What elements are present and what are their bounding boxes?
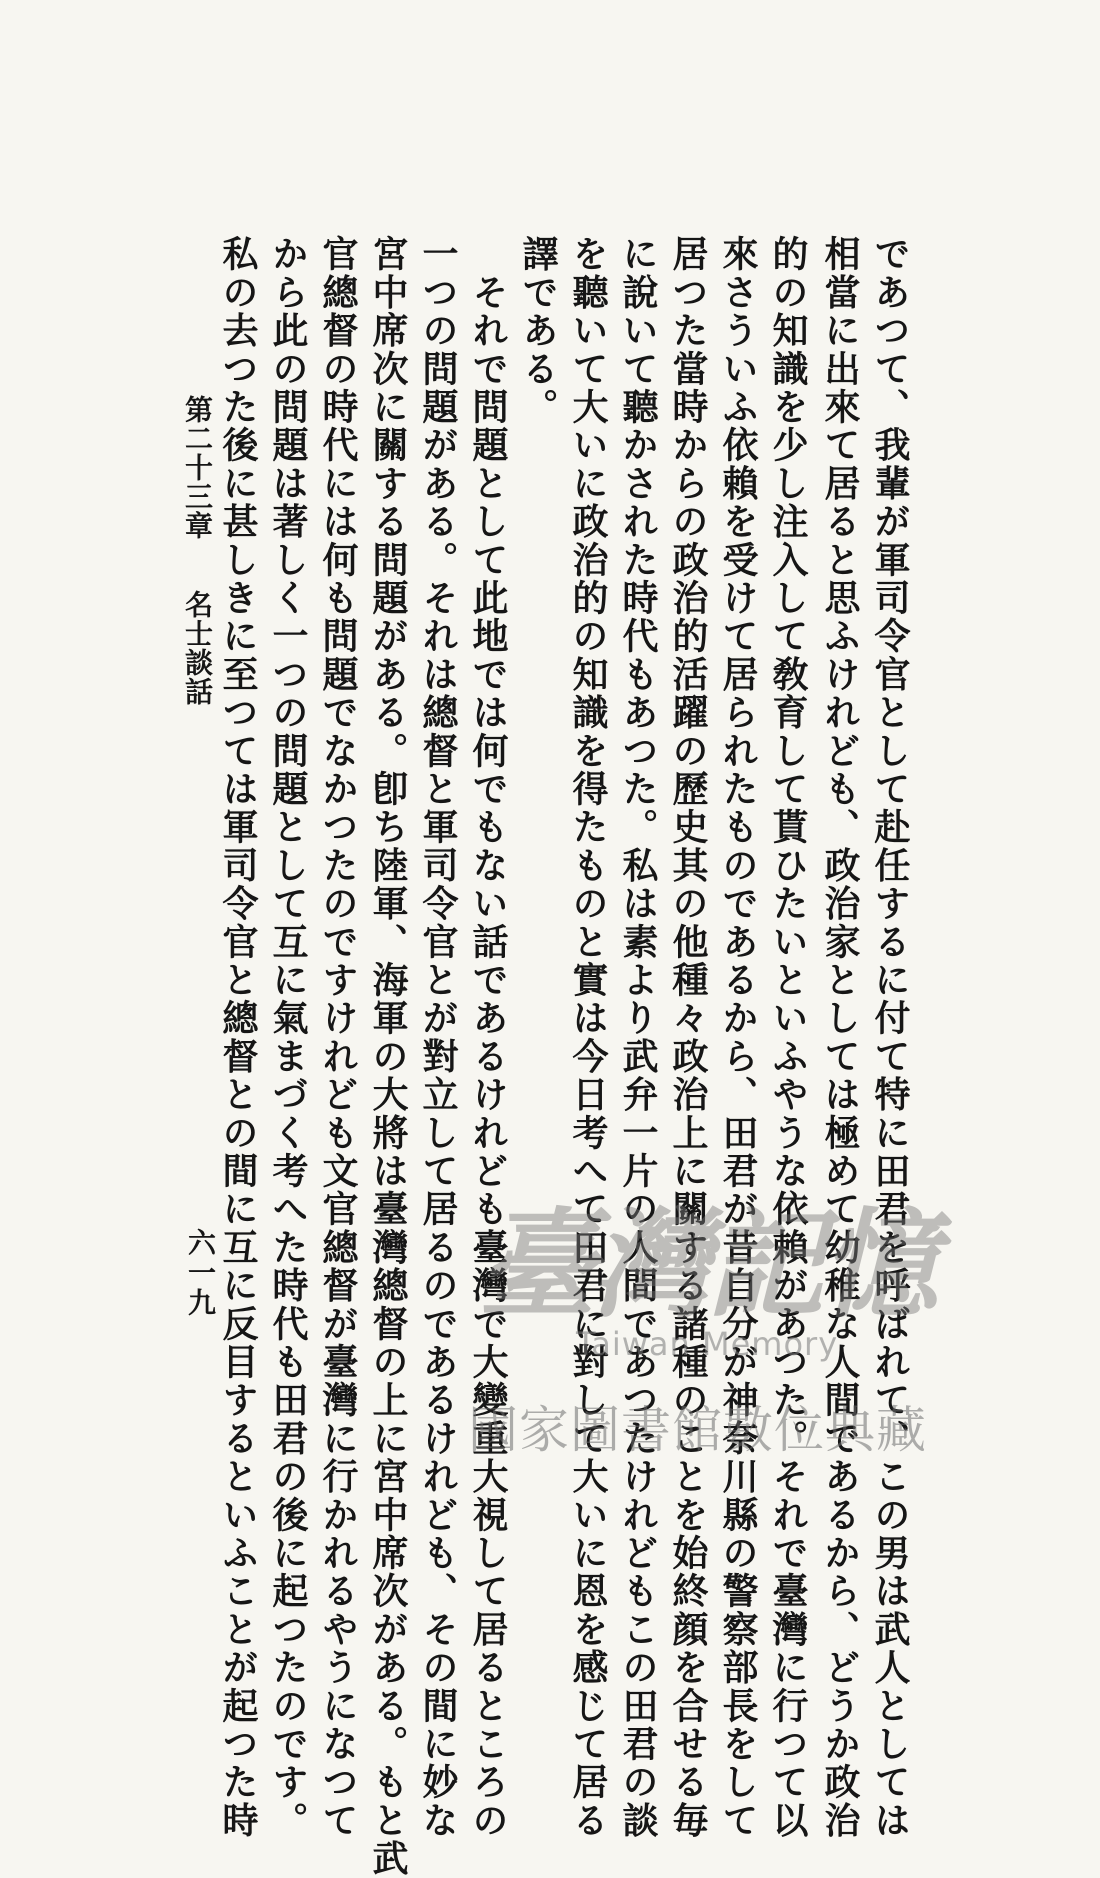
- text-column: 的の知識を少し注入して敎育して貰ひたいといふやうな依賴があつた。それで臺灣に行つて以: [767, 235, 809, 1840]
- text-column: 一つの問題がある。それは總督と軍司令官とが對立して居るのであるけれども、その間に妙な: [417, 235, 459, 1840]
- watermark-english: Taiwan Memory: [576, 1325, 839, 1363]
- chapter-title: 名士談話: [181, 590, 214, 706]
- watermark-org: 國家圖書館數位典藏: [468, 1401, 927, 1459]
- text-column: それで問題として此地では何でもない話であるけれども臺灣で大變重大視して居るところの: [467, 235, 509, 1840]
- text-column: 來さういふ依賴を受けて居られたものであるから、田君が昔自分が神奈川縣の警察部長をして: [717, 235, 759, 1840]
- text-column: 官總督の時代には何も問題でなかつたのですけれども文官總督が臺灣に行かれるやうになつて: [317, 235, 359, 1840]
- text-column: であつて、我輩が軍司令官として赴任するに付て特に田君を呼ばれて、この男は武人としては: [869, 235, 911, 1840]
- running-head: [177, 395, 217, 706]
- text-column: 居つた當時からの政治的活躍の歷史其の他種々政治上に關する諸種のことを始終顔を合せる毎: [667, 235, 709, 1840]
- text-column: 相當に出來て居ると思ふけれども、政治家としては極めて幼稚な人間であるから、どうか政治: [819, 235, 861, 1840]
- text-column: に說いて聽かされた時代もあつた。私は素より武弁一片の人間であつたけれどもこの田君の談: [617, 235, 659, 1840]
- text-column: 譯である。: [517, 235, 559, 426]
- page-number: 六一九: [184, 1228, 217, 1318]
- text-column: から此の問題は著しく一つの問題として互に氣まづく考へた時代も田君の後に起つたのです。: [267, 235, 309, 1840]
- text-column: を聽いて大いに政治的の知識を得たものと實は今日考へて田君に對して大いに恩を感じて居る: [567, 235, 609, 1840]
- watermark-script: 臺灣記憶: [478, 1195, 935, 1334]
- text-column: 宮中席次に關する問題がある。卽ち陸軍、海軍の大將は臺灣總督の上に宮中席次がある。もと武: [367, 235, 409, 1878]
- chapter-label: 第二十三章: [181, 395, 214, 540]
- text-column: 私の去つた後に甚しきに至つては軍司令官と總督との間に互に反目するといふことが起つた時: [217, 235, 259, 1840]
